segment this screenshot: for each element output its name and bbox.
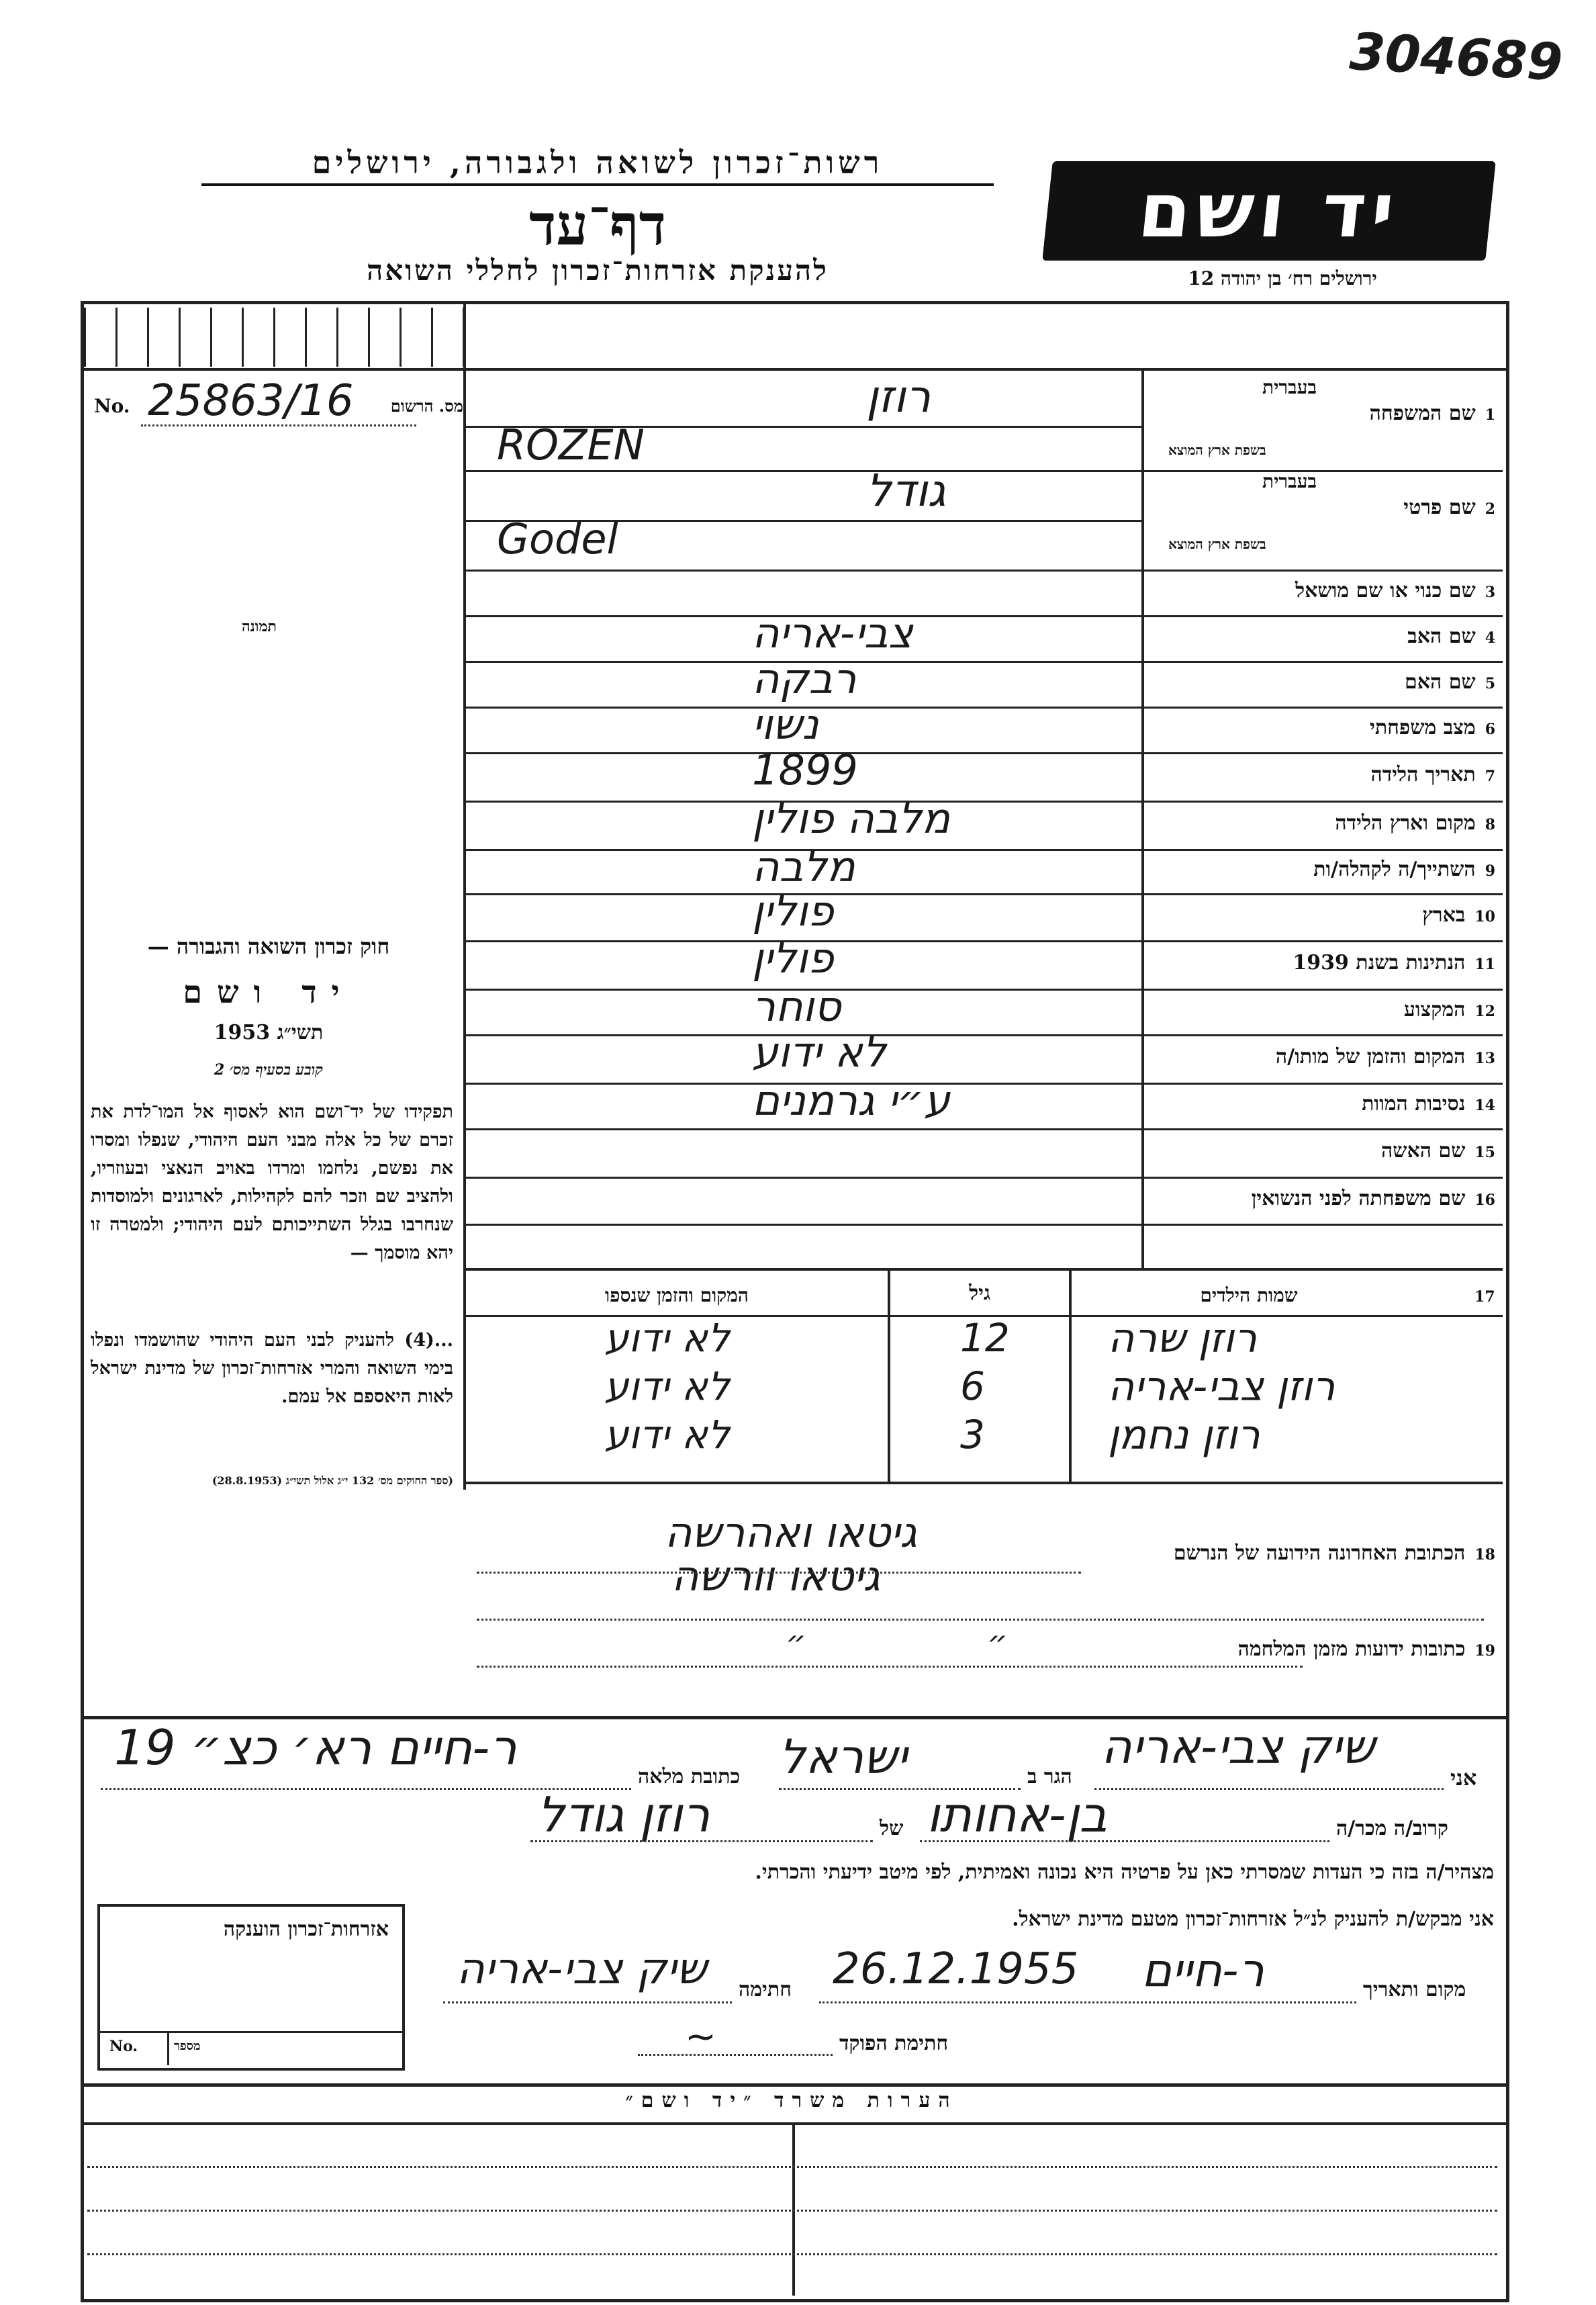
law-title: חוק זכרון השואה והגבורה —	[147, 934, 390, 959]
child-age: 12	[960, 1315, 1010, 1361]
law-paragraph-2: ...(4) להעניק לבני העם היהודי שהושמדו ונפלו בימי השואה והמרי אזרחות־זכרון של מדינת ישראל לאות היאספם אל עמם.	[91, 1330, 453, 1407]
logo-address: ירושלים רח׳ בן יהודה 12	[1188, 267, 1377, 289]
field-label-14: 14נסיבות המוות	[1362, 1092, 1495, 1116]
declarant-i-label: אני	[1450, 1765, 1477, 1791]
field-label-12: 12המקצוע	[1403, 998, 1495, 1022]
field-label-5: 5שם האם	[1405, 670, 1495, 694]
law-name: יד ושם	[183, 974, 355, 1010]
field-value-4: צבי-אריה	[752, 608, 913, 658]
address-last-line1: גיטאו ואהרשה	[665, 1508, 917, 1557]
field-label-2: 2שם פרטי	[1403, 496, 1495, 519]
child-name: רוזן שרה	[1108, 1315, 1257, 1362]
children-col-names: שמות הילדים	[1200, 1284, 1298, 1306]
registration-number	[94, 376, 463, 437]
logo-text: יד ושם	[1134, 167, 1404, 255]
field-label-9: 9השתייך/ה לקהלה/ות	[1313, 858, 1495, 881]
field-label-11: 11הנתינות בשנת 1939	[1293, 951, 1495, 975]
law-year-hebrew: תשי״ג	[277, 1021, 324, 1044]
field-label-13: 13המקום והזמן של מותו/ה	[1275, 1045, 1495, 1069]
registration-value: 25863/16	[148, 376, 354, 426]
field-label-8: 8מקום וארץ הלידה	[1335, 811, 1495, 835]
declarant-address: ר-חיים רא׳ כצ״ 19	[114, 1719, 517, 1776]
photo-label: תמונה	[242, 618, 277, 635]
section-ref: קובע בסעיף מס׳ 2	[214, 1061, 324, 1079]
field-sub-1: בשפת ארץ המוצא	[1168, 442, 1266, 458]
field-sub-2: בשפת ארץ המוצא	[1168, 536, 1266, 552]
declarant-resides-label: הגר ב	[1027, 1765, 1072, 1789]
law-year-number: 1953	[214, 1021, 271, 1044]
officer-mark: ~	[685, 2015, 716, 2059]
law-paragraph-1: תפקידו של יד־ושם הוא לאסוף אל המו־לדת את זכרם של כל אלה מבני העם היהודי, שנפלו ומסרו את נפשם, נלחמו ומרדו באויב הנאצי ובעוזריו, ולהציב שם וזכר להם לקהילות, לארגונים ולמוסדות שנחרבו בגלל השתייכותם לעם היהודי; ולמטרה זו יהא מוסמך —	[91, 1101, 453, 1263]
field-value-10: פולין	[752, 887, 834, 936]
field-value-8: מלבה פולין	[752, 794, 951, 843]
declarant-of-name: רוזן גודל	[537, 1787, 710, 1843]
yad-vashem-logo	[1042, 161, 1496, 261]
certificate-box	[97, 1904, 405, 2071]
child-place: לא ידוע	[604, 1363, 730, 1409]
field-value-1: רוזן	[866, 371, 931, 422]
field-value-foreign-2: Godel	[497, 514, 618, 563]
declarant-name: שיק צבי-אריה	[1101, 1719, 1375, 1774]
children-col-age: גיל	[969, 1281, 990, 1305]
children-col-place: המקום והזמן שנספו	[605, 1284, 749, 1306]
children-num: 17	[1474, 1288, 1495, 1306]
certificate-prefix: No.	[109, 2038, 138, 2055]
address-last-line2: גיטאו וורשה	[671, 1551, 880, 1600]
field-value-12: סוחר	[752, 982, 841, 1031]
declarant-relation: בן-אחותו	[927, 1787, 1107, 1843]
address-war-ditto-2: ״	[987, 1624, 1008, 1662]
field-label-6: 6מצב משפחתי	[1370, 716, 1495, 739]
field-tag-2: בעברית	[1262, 470, 1317, 492]
archive-number: 304689	[1348, 21, 1564, 93]
officer-label: חתימת הפוקד	[839, 2032, 949, 2055]
certificate-title: אזרחות־זכרון הוענקה	[223, 1917, 389, 1941]
address-war-ditto-1: ״	[786, 1624, 806, 1662]
authority-title: רשות־זכרון לשואה ולגבורה, ירושלים	[201, 144, 994, 186]
field-value-11: פולין	[752, 934, 834, 983]
child-place: לא ידוע	[604, 1412, 730, 1457]
form-subtitle: להענקת אזרחות־זכרון לחללי השואה	[367, 254, 829, 287]
place-date-label: מקום ותאריך	[1363, 1978, 1466, 2001]
declaration-text: מצהיר/ה בזה כי העדות שמסרתי כאן על פרטיה היא נכונה ואמיתית, לפי מיטב ידיעתי והכרתי.	[755, 1860, 1494, 1884]
field-value-foreign-1: ROZEN	[497, 420, 645, 469]
field-tag-1: בעברית	[1262, 376, 1317, 398]
field-label-7: 7תאריך הלידה	[1370, 763, 1495, 786]
child-age: 6	[960, 1363, 985, 1409]
declarant-address-label: כתובת מלאה	[638, 1765, 741, 1789]
field-label-3: 3שם כנוי או שם מושאל	[1295, 579, 1495, 602]
field-value-13: לא ידוע	[752, 1028, 886, 1077]
child-place: לא ידוע	[604, 1315, 730, 1361]
address-war-label: 19כתובות ידועות מזמן המלחמה	[1237, 1637, 1495, 1661]
certificate-number-label: מספר	[174, 2039, 201, 2053]
field-label-4: 4שם האב	[1407, 625, 1495, 648]
declarant-date: 26.12.1955	[833, 1944, 1079, 1994]
field-value-5: רבקה	[752, 654, 857, 703]
field-value-2: גודל	[866, 465, 946, 516]
form-title: דף־עד	[528, 191, 666, 258]
field-value-7: 1899	[752, 745, 858, 795]
registration-label: מס. הרשום	[390, 396, 463, 416]
field-label-16: 16שם משפחתה לפני הנשואין	[1251, 1187, 1495, 1210]
declarant-resides: ישראל	[779, 1729, 908, 1784]
law-reference: (ספר החוקים מס׳ 132 י״ג אלול תשי״ג (28.8.1953)	[212, 1474, 453, 1487]
declarant-of-label: של	[880, 1817, 904, 1840]
law-year	[94, 1021, 443, 1044]
child-name: רוזן צבי-אריה	[1108, 1363, 1335, 1410]
child-age: 3	[960, 1412, 985, 1457]
signature-label: חתימה	[739, 1978, 792, 2001]
code-cells	[84, 308, 463, 368]
declarant-relative-label: קרוב/ה מכר/ה	[1336, 1817, 1448, 1840]
field-label-15: 15שם האשה	[1380, 1139, 1495, 1163]
registration-prefix: No.	[94, 395, 130, 417]
field-value-9: מלבה	[752, 842, 855, 891]
field-value-14: ע״י גרמנים	[752, 1076, 950, 1125]
request-text: אני מבקש/ת להעניק לנ״ל אזרחות־זכרון מטעם מדינת ישראל.	[1012, 1907, 1494, 1931]
field-label-1: 1שם המשפחה	[1369, 402, 1495, 425]
declarant-place: ר-חיים	[1141, 1944, 1264, 1997]
office-notes-title: הערות משרד ״יד ושם״	[625, 2089, 958, 2112]
address-last-label: 18הכתובת האחרונה הידועה של הנרשם	[1173, 1541, 1495, 1565]
declarant-signature: שיק צבי-אריה	[457, 1944, 707, 1994]
child-name: רוזן נחמן	[1108, 1412, 1260, 1459]
field-label-10: 10בארץ	[1422, 903, 1495, 927]
field-value-6: נשוי	[752, 700, 819, 749]
